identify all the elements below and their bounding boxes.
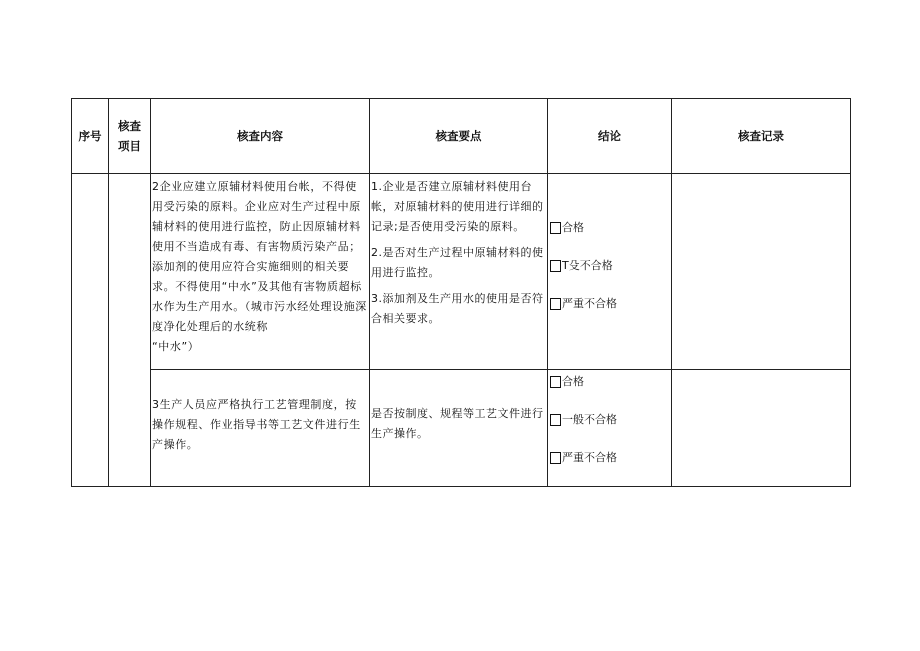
verdict-option-label: 严重不合格 <box>562 451 617 464</box>
verdict-option-label: T殳不合格 <box>562 259 613 272</box>
content-cell <box>151 174 370 370</box>
header-verdict: 结论 <box>548 99 672 174</box>
checkbox-icon[interactable] <box>550 452 561 464</box>
verdict-option-pass[interactable] <box>548 372 671 392</box>
header-item-line1: 核查 <box>118 119 141 133</box>
verdict-option-label: 合格 <box>562 375 584 388</box>
verdict-cell <box>548 370 672 487</box>
content-text: 3生产人员应严格执行工艺管理制度，按操作规程、作业指导书等工艺文件进行生产操作。 <box>152 398 361 451</box>
verdict-option-label: 一般不合格 <box>562 413 617 426</box>
table-row <box>72 174 851 370</box>
verdict-option-serious[interactable] <box>548 448 671 468</box>
seq-cell <box>72 174 109 487</box>
record-cell[interactable] <box>672 370 851 487</box>
verdict-option-label: 严重不合格 <box>562 297 617 310</box>
points-cell <box>370 174 548 370</box>
verdict-cell <box>548 174 672 370</box>
item-cell <box>109 174 151 487</box>
verdict-option-pass[interactable] <box>548 218 671 238</box>
check-point: 3.添加剂及生产用水的使用是否符合相关要求。 <box>371 292 544 325</box>
check-point: 2.是否对生产过程中原辅材料的使用进行监控。 <box>371 246 544 279</box>
check-point: 1.企业是否建立原辅材料使用台帐，对原辅材料的使用进行详细的记录;是否使用受污染的原料。 <box>371 180 544 233</box>
verdict-option-label: 合格 <box>562 221 584 234</box>
record-cell[interactable] <box>672 174 851 370</box>
content-text: 2企业应建立原辅材料使用台帐，不得使用受污染的原料。企业应对生产过程中原辅材料的使用进行监控，防止因原辅材料使用不当造成有毒、有害物质污染产品；添加剂的使用应符合实施细则的相关要求。不得使用“中水”及其他有害物质超标水作为生产用水。（城市污水经处理设施深度净化处理后的水统称 “中水”） <box>152 180 367 353</box>
verdict-option-minor[interactable] <box>548 256 671 276</box>
checkbox-icon[interactable] <box>550 222 561 234</box>
check-point: 是否按制度、规程等工艺文件进行生产操作。 <box>371 407 544 440</box>
table-row <box>72 370 851 487</box>
header-item-line2: 项目 <box>118 139 141 153</box>
inspection-table <box>71 98 851 487</box>
header-record: 核查记录 <box>672 99 851 174</box>
header-item <box>109 99 151 174</box>
checkbox-icon[interactable] <box>550 376 561 388</box>
header-seq: 序号 <box>72 99 109 174</box>
header-row <box>72 99 851 174</box>
checkbox-icon[interactable] <box>550 260 561 272</box>
header-points: 核查要点 <box>370 99 548 174</box>
checkbox-icon[interactable] <box>550 298 561 310</box>
checkbox-icon[interactable] <box>550 414 561 426</box>
content-cell <box>151 370 370 487</box>
header-content: 核查内容 <box>151 99 370 174</box>
points-cell <box>370 370 548 487</box>
verdict-option-serious[interactable] <box>548 294 671 314</box>
verdict-option-minor[interactable] <box>548 410 671 430</box>
